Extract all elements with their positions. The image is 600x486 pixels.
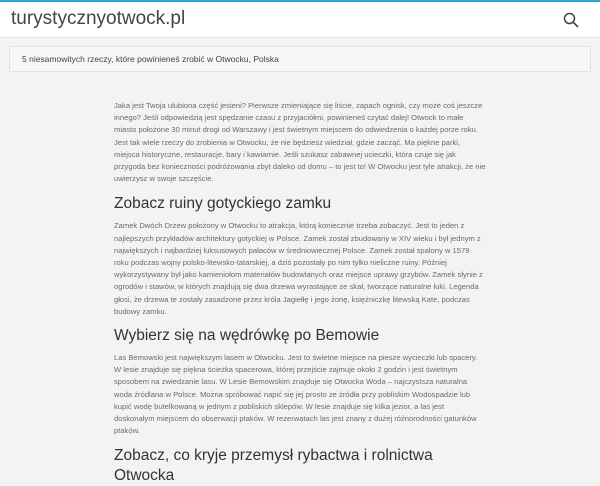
section-paragraph: Zamek Dwóch Drzew położony w Otwocku to atrakcja, którą koniecznie trzeba zobaczyć. Jest to jeden z najlepszych przykładów architektury gotyckiej w Polsce. Zamek został zbudowany w XIV wieku i był jednym z największych i najbardziej luksusowych pałaców w średniowiecznej Polsce. Zamek został spalony w 1579 roku podczas wojny polsko-litewsko-tatarskiej, a dziś pozostały po nim tylko nieliczne ruiny. Później wykorzystywany był jako kamieniołom materiałów budowlanych oraz miejsce uprawy grzybów. Zamek słynie z ogrodów i stawów, w których znajdują się dwa drzewa wyrastające ze skał, tworzące naturalne łuki. Legenda głosi, że drzewa te zostały zasadzone przez króla Jagiełłę i jego żonę, księżniczkę litewską Kate, podczas budowy zamku.	[114, 221, 483, 316]
search-icon	[562, 11, 580, 29]
intro-paragraph: Jaka jest Twoja ulubiona część jesieni? Pierwsze zmieniające się liście, zapach ognisk, czy może coś jeszcze innego? Jeśli odpowiedzią jest spędzanie czasu z przyjaciółmi, powinieneś czytać dalej! Otwock to małe miasto położone 30 minut drogi od Warszawy i jest świetnym miejscem do odwiedzenia o każdej porze roku. Jest tak wiele rzeczy do zrobienia w Otwocku, że nie będziesz wiedział, gdzie zacząć. Ma piękne parki, miejsca historyczne, restauracje, bary i kawiarnie. Jeśli szukasz zabawnej ucieczki, która czuje się jak przygoda bez konieczności podróżowania zbyt daleko od domu – to jest to! W Otwocku jest tyle atrakcji, że nie uwierzysz w swoje szczęście.	[114, 101, 486, 184]
post-title-box	[9, 46, 591, 72]
site-title-link[interactable]: turystycznyotwock.pl	[11, 8, 186, 29]
article-content	[114, 100, 486, 486]
site-header	[0, 2, 600, 38]
section-heading: Zobacz, co kryje przemysł rybactwa i rolnictwa Otwocka	[114, 447, 433, 485]
section-heading: Zobacz ruiny gotyckiego zamku	[114, 195, 332, 213]
section-paragraph: Las Bemowski jest największym lasem w Otwocku. Jest to świetne miejsce na piesze wycieczki lub spacery. W lesie znajduje się piękna ścieżka spacerowa, której przejście zajmuje około 2 godzin i jest świetnym sposobem na zwiedzanie lasu. W Lesie Bemowskim znajduje się Otwocka Woda – najczystsza naturalna woda źródlana w Polsce. Można spróbować napić się jej prosto ze źródła przy pobliskim Wodospadzie lub kupić wodę butelkowaną w jednym z pobliskich sklepów. W lesie znajduje się kilka jezior, a las jest doskonałym miejscem do obserwacji ptaków. W rezerwatach las jest znany z dużej różnorodności gatunków ptaków.	[114, 353, 478, 436]
section-heading: Wybierz się na wędrówkę po Bemowie	[114, 327, 380, 345]
post-title: 5 niesamowitych rzeczy, które powinieneś zrobić w Otwocku, Polska	[22, 54, 279, 64]
search-button[interactable]	[562, 11, 580, 29]
